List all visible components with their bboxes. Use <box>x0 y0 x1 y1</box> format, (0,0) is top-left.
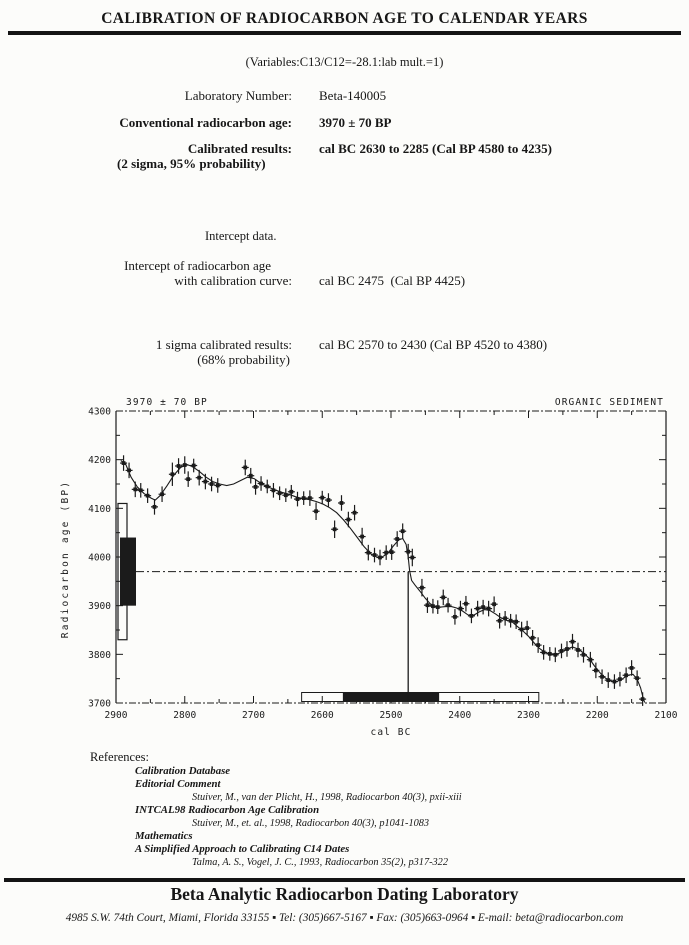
reference-item: Calibration Database <box>135 765 231 777</box>
lab-number-row <box>0 88 689 103</box>
y-tick-label: 4000 <box>88 552 111 564</box>
reference-item: Stuiver, M., van der Plicht, H., 1998, Radiocarbon 40(3), pxii-xiii <box>192 792 462 803</box>
y-tick-label: 3800 <box>88 649 111 661</box>
references-section <box>90 750 462 869</box>
reference-item: INTCAL98 Radiocarbon Age Calibration <box>135 804 320 816</box>
x-axis-title: cal BC <box>370 727 412 738</box>
x-tick-label: 2900 <box>104 710 128 721</box>
intercept-label <box>0 258 292 288</box>
x-tick-label: 2100 <box>654 710 678 721</box>
data-points <box>120 455 646 706</box>
x-tick-label: 2500 <box>379 710 403 721</box>
lab-number-label: Laboratory Number: <box>184 88 292 103</box>
x-tick-label: 2400 <box>448 710 472 721</box>
calibrated-results-row <box>0 141 689 156</box>
conventional-age-row <box>0 115 689 130</box>
page-title: CALIBRATION OF RADIOCARBON AGE TO CALENDAR YEARS <box>101 10 588 27</box>
calibrated-results-value: cal BC 2630 to 2285 (Cal BP 4580 to 4235) <box>319 141 552 156</box>
footer-address: 4985 S.W. 74th Court, Miami, Florida 33155 ▪ Tel: (305)667-5167 ▪ Fax: (305)663-0964 ▪ E-mail: beta@radiocarbon.com <box>65 912 624 924</box>
footer-rule <box>4 878 685 882</box>
reference-item: Mathematics <box>135 830 193 842</box>
intercept-value: cal BC 2475 (Cal BP 4425) <box>319 273 466 288</box>
reference-item: A Simplified Approach to Calibrating C14 Dates <box>135 843 350 855</box>
one-sigma-row <box>0 337 689 367</box>
conventional-age-label: Conventional radiocarbon age: <box>119 115 292 130</box>
intercept-label-line2: with calibration curve: <box>174 273 292 288</box>
y-tick-label: 4300 <box>88 406 111 418</box>
calibration-chart <box>58 396 682 748</box>
y-tick-label: 4200 <box>88 455 111 467</box>
x-tick-label: 2700 <box>242 710 265 721</box>
x-tick-label: 2800 <box>173 710 197 721</box>
conventional-age-value: 3970 ± 70 BP <box>319 115 392 130</box>
chart-material-label: ORGANIC SEDIMENT <box>554 397 664 408</box>
intercept-label-line1: Intercept of radiocarbon age <box>124 258 271 273</box>
x-tick-label: 2300 <box>517 710 540 721</box>
y-tick-label: 3900 <box>88 601 111 613</box>
intercept-row <box>0 258 689 288</box>
intercept-data-heading: Intercept data. <box>205 229 277 243</box>
chart-sample-age-label: 3970 ± 70 BP <box>126 397 208 408</box>
reference-item: Talma, A. S., Vogel, J. C., 1993, Radiocarbon 35(2), p317-322 <box>192 857 448 868</box>
y-tick-label: 4100 <box>88 503 111 515</box>
x-tick-label: 2600 <box>310 710 334 721</box>
calibrated-results-sublabel: (2 sigma, 95% probability) <box>117 156 266 171</box>
references-heading: References: <box>90 750 149 764</box>
reference-item: Editorial Comment <box>135 778 221 790</box>
footer-lab-name: Beta Analytic Radiocarbon Dating Laboratory <box>170 884 519 904</box>
reference-item: Stuiver, M., et. al., 1998, Radiocarbon 40(3), p1041-1083 <box>192 818 430 829</box>
one-sigma-label-line1: 1 sigma calibrated results: <box>155 337 292 352</box>
y-axis-title: Radiocarbon age (BP) <box>60 479 71 639</box>
one-sigma-sublabel: (68% probability) <box>197 352 290 367</box>
variables-line: (Variables:C13/C12=-28.1:lab mult.=1) <box>245 55 444 69</box>
one-sigma-label <box>0 337 292 367</box>
x-tick-label: 2200 <box>585 710 609 721</box>
y-tick-label: 3700 <box>88 698 111 710</box>
calibrated-results-label: Calibrated results: <box>187 141 292 156</box>
lab-number-value: Beta-140005 <box>319 88 387 103</box>
title-rule <box>8 31 681 35</box>
calibration-curve <box>121 461 645 703</box>
one-sigma-value: cal BC 2570 to 2430 (Cal BP 4520 to 4380) <box>319 337 548 352</box>
references-list <box>90 765 462 869</box>
calibration-chart-container <box>58 396 682 748</box>
one-sigma-cal-bar <box>343 693 439 702</box>
one-sigma-age-box <box>120 538 136 606</box>
